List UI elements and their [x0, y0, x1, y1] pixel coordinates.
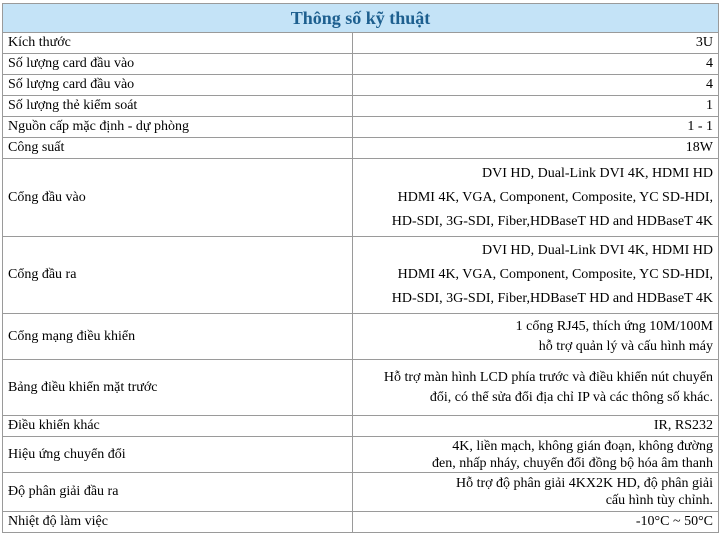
spec-value: [353, 75, 719, 96]
table-row: [3, 237, 719, 314]
spec-value-line: hỗ trợ quản lý và cấu hình máy: [538, 338, 713, 354]
header-row: [3, 4, 719, 33]
spec-label: Cổng mạng điều khiển: [3, 314, 353, 360]
spec-value: [353, 54, 719, 75]
spec-value: [353, 138, 719, 159]
spec-value: [353, 416, 719, 437]
spec-value-line: HDMI 4K, VGA, Component, Composite, YC SD-HDI,: [397, 267, 713, 282]
spec-value-line: đổi, có thể sửa đổi địa chỉ IP và các thông số khác.: [429, 389, 713, 405]
spec-value-line: 4K, liền mạch, không gián đoạn, không đường: [452, 438, 713, 454]
table-row: [3, 159, 719, 237]
spec-value-line: cấu hình tùy chỉnh.: [605, 493, 713, 508]
table-row: [3, 437, 719, 473]
spec-value: [353, 360, 719, 416]
spec-label: Công suất: [3, 138, 353, 159]
spec-value: [353, 159, 719, 237]
spec-body: [3, 33, 719, 533]
spec-value-line: 4: [706, 77, 713, 92]
spec-value-line: HD-SDI, 3G-SDI, Fiber,HDBaseT HD and HDBaseT 4K: [391, 291, 713, 306]
spec-value-line: 1 - 1: [687, 119, 713, 134]
spec-label: Cổng đầu vào: [3, 159, 353, 237]
table-row: [3, 54, 719, 75]
spec-value-line: IR, RS232: [653, 418, 713, 433]
table-row: [3, 416, 719, 437]
spec-value: [353, 33, 719, 54]
table-row: [3, 314, 719, 360]
spec-value-line: Hỗ trợ màn hình LCD phía trước và điều khiển nút chuyển: [383, 369, 713, 385]
table-title: Thông số kỹ thuật: [3, 4, 719, 33]
table-row: [3, 360, 719, 416]
spec-value: [353, 117, 719, 138]
spec-value-line: Hỗ trợ độ phân giải 4KX2K HD, độ phân giải: [455, 476, 713, 491]
table-row: [3, 96, 719, 117]
table-row: [3, 117, 719, 138]
spec-label: Nhiệt độ làm việc: [3, 512, 353, 533]
spec-label: Số lượng thẻ kiểm soát: [3, 96, 353, 117]
spec-value-line: -10°C ~ 50°C: [635, 514, 713, 529]
spec-value-line: 1: [706, 98, 713, 113]
spec-label: Số lượng card đầu vào: [3, 54, 353, 75]
spec-value-line: 3U: [695, 35, 713, 50]
table-row: [3, 138, 719, 159]
spec-value-line: DVI HD, Dual-Link DVI 4K, HDMI HD: [482, 243, 713, 258]
spec-value: [353, 512, 719, 533]
spec-value-line: HDMI 4K, VGA, Component, Composite, YC SD-HDI,: [397, 189, 713, 205]
spec-value: [353, 237, 719, 314]
spec-label: Số lượng card đầu vào: [3, 75, 353, 96]
spec-label: Kích thước: [3, 33, 353, 54]
spec-value: [353, 314, 719, 360]
spec-value-line: DVI HD, Dual-Link DVI 4K, HDMI HD: [482, 165, 713, 181]
spec-value-line: HD-SDI, 3G-SDI, Fiber,HDBaseT HD and HDBaseT 4K: [391, 213, 713, 229]
spec-label: Độ phân giải đầu ra: [3, 473, 353, 512]
spec-label: Nguồn cấp mặc định - dự phòng: [3, 117, 353, 138]
spec-label: Bảng điều khiển mặt trước: [3, 360, 353, 416]
table-row: [3, 473, 719, 512]
spec-label: Cổng đầu ra: [3, 237, 353, 314]
spec-label: Điều khiển khác: [3, 416, 353, 437]
spec-value: [353, 437, 719, 473]
table-row: [3, 512, 719, 533]
spec-value-line: đen, nhấp nháy, chuyển đổi đồng bộ hóa âm thanh: [432, 455, 713, 471]
spec-table: [2, 3, 719, 533]
spec-value-line: 4: [706, 56, 713, 71]
spec-value: [353, 473, 719, 512]
table-row: [3, 33, 719, 54]
spec-label: Hiệu ứng chuyển đổi: [3, 437, 353, 473]
spec-value: [353, 96, 719, 117]
spec-value-line: 1 cổng RJ45, thích ứng 10M/100M: [515, 318, 713, 334]
spec-value-line: 18W: [685, 140, 713, 155]
table-row: [3, 75, 719, 96]
